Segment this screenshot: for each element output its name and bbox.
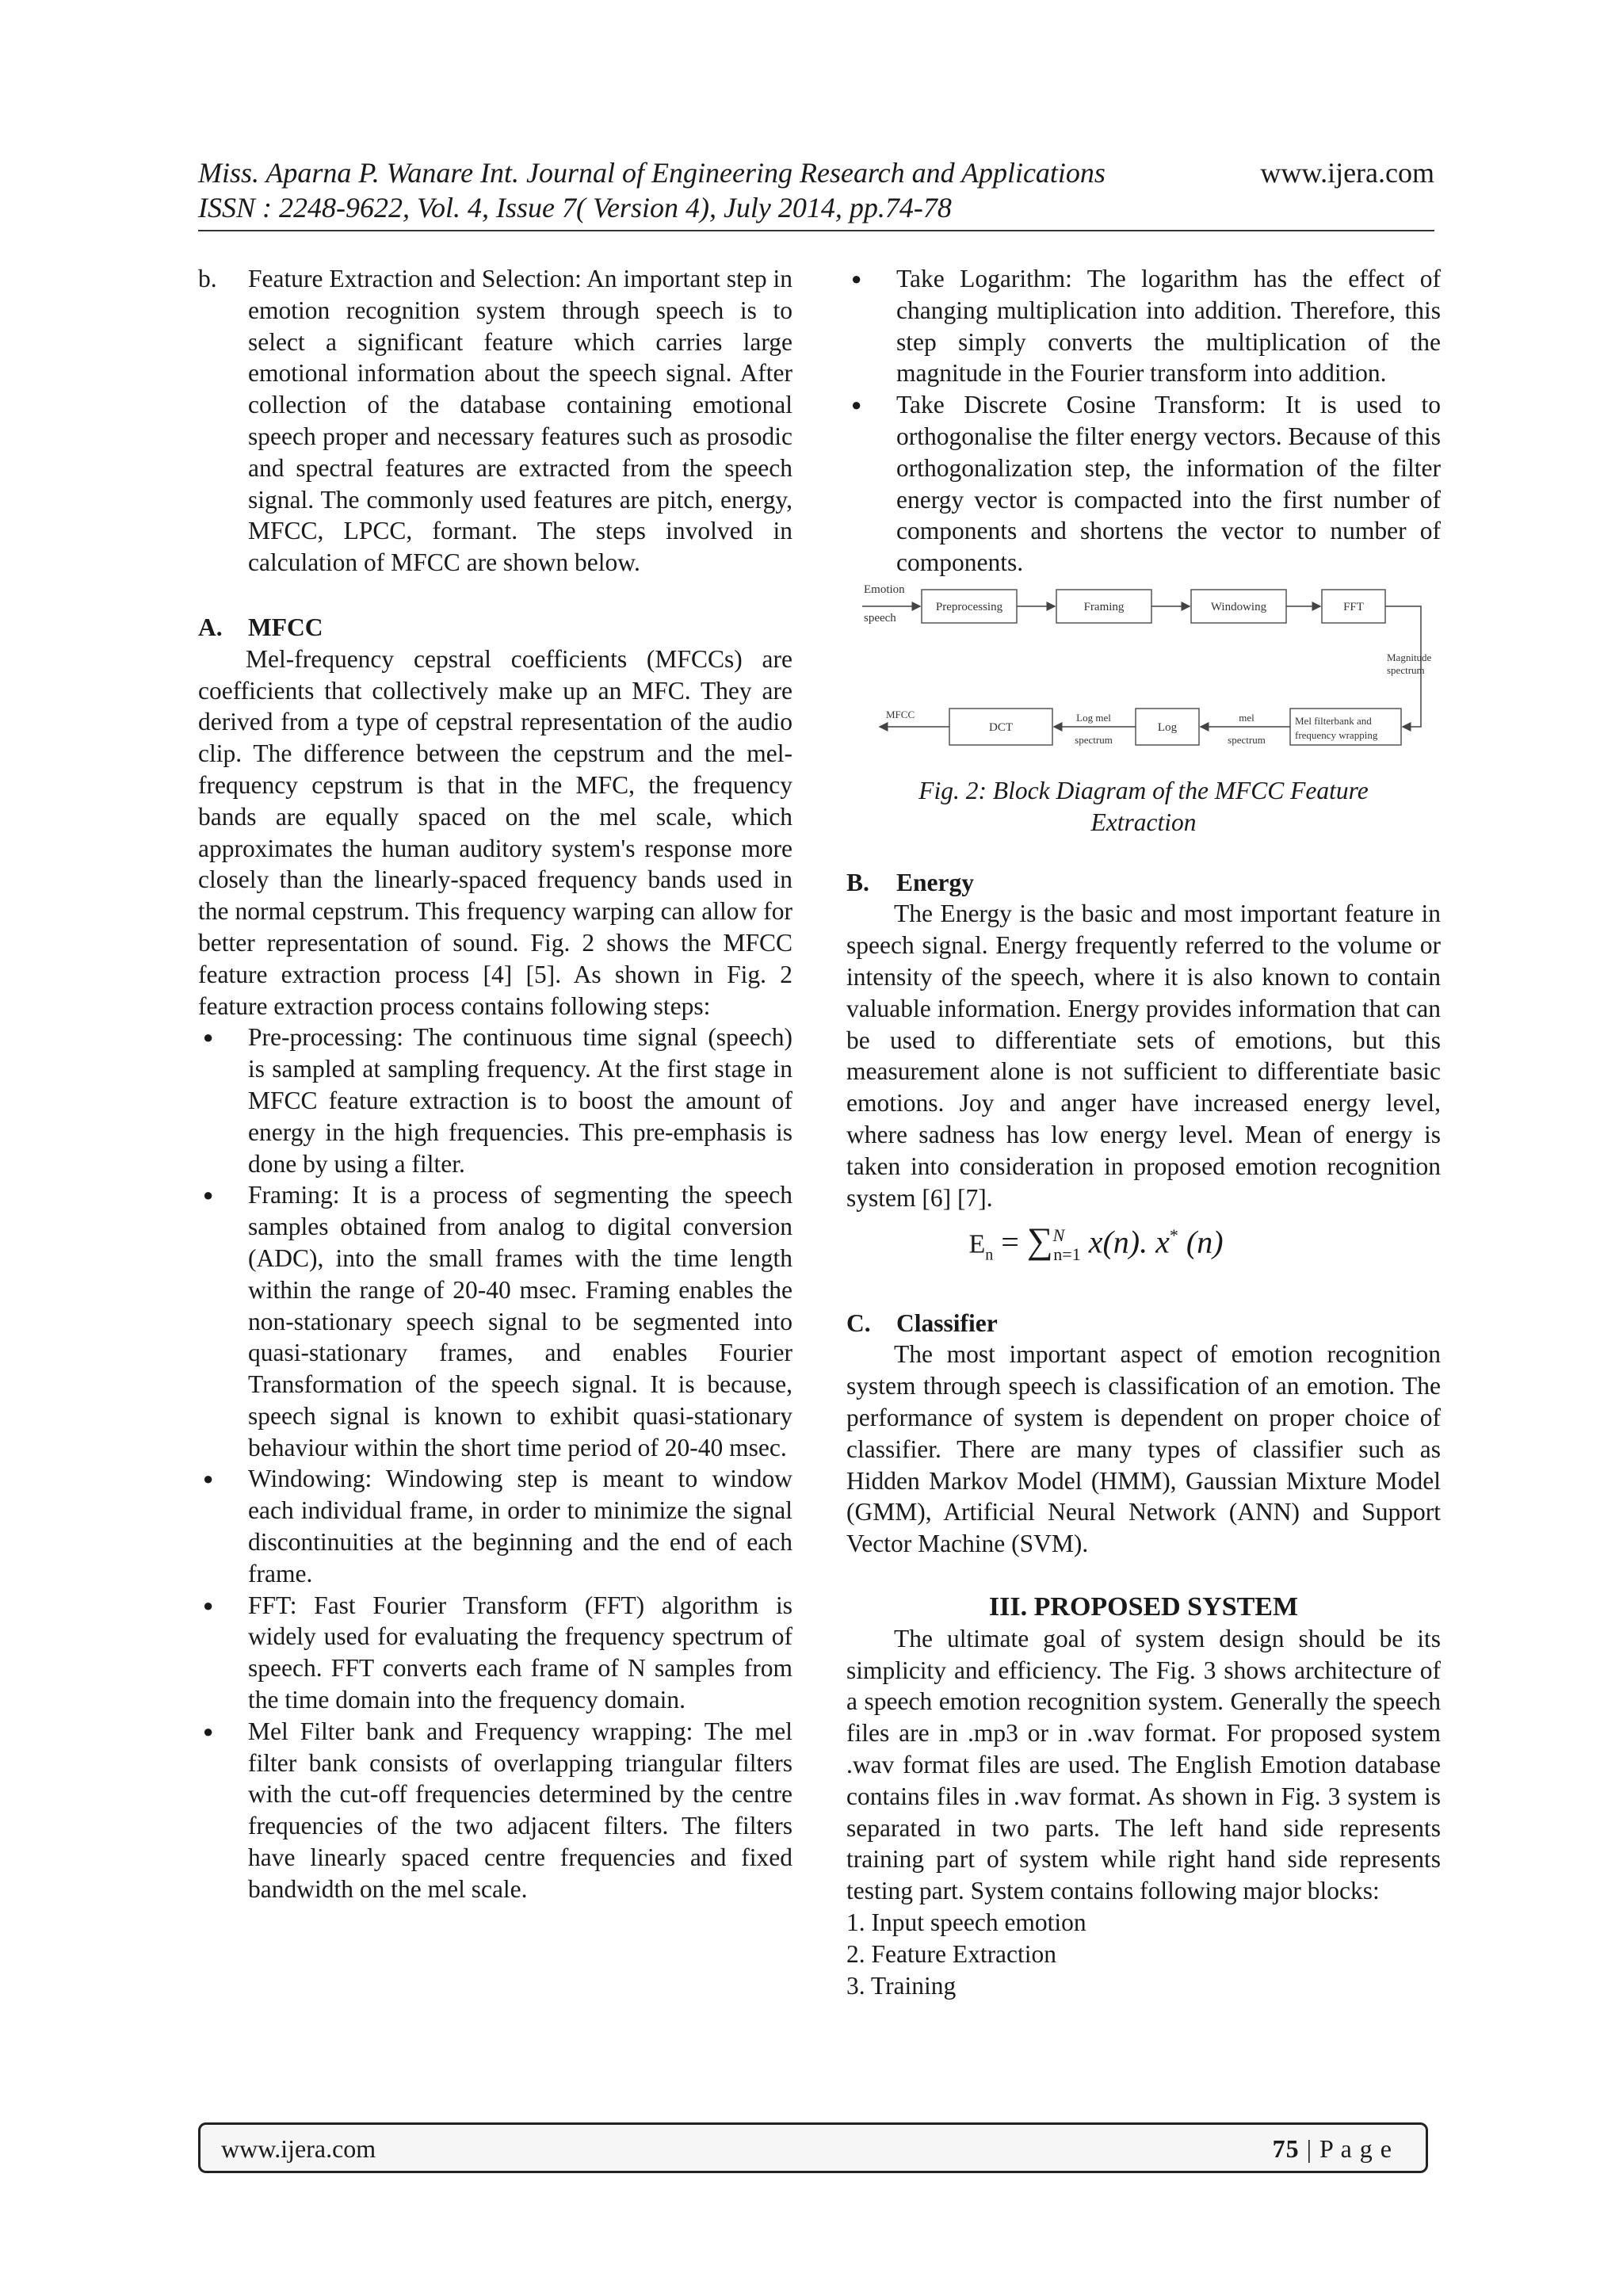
item-marker: b.: [198, 265, 217, 292]
bullet-text: Mel Filter bank and Frequency wrapping: The mel filter bank consists of overlapping triangular filters with the cut-off frequencies determined by the centre frequencies of the two adjacent filters. The filters have linearly spaced centre frequencies and fixed bandwidth on the mel scale.: [248, 1717, 792, 1903]
bullet-item: [198, 1179, 792, 1463]
energy-equation: $E_n = \sum^N_{n=1}$ x(n). x* (n): [968, 1220, 1224, 1264]
bullet-icon: ●: [203, 1185, 214, 1205]
section-marker: B.: [846, 868, 869, 896]
diagram-label: Emotion: [864, 583, 905, 596]
bullet-text: Take Discrete Cosine Transform: It is used to orthogonalise the filter energy vectors. Because of this orthogonalization step, the information of the filter energy vector is compacted into the first number of components and shortens the vector to number of components.: [896, 391, 1441, 577]
section-heading-classifier: [846, 1308, 1441, 1339]
bullet-item: [198, 1590, 792, 1716]
list-item: 1. Input speech emotion: [846, 1908, 1086, 1936]
page-header: [198, 154, 1434, 231]
section-heading-mfcc: [198, 612, 792, 644]
section-title: Energy: [896, 868, 974, 896]
bullet-item: [198, 1716, 792, 1905]
diagram-label: Preprocessing: [935, 600, 1003, 613]
item-text: Feature Extraction and Selection: An important step in emotion recognition system through speech is to select a significant feature which carries large emotional information about the speech signal. After collection of the database containing emotional speech proper and necessary features such as prosodic and spectral features are extracted from the speech signal. The commonly used features are pitch, energy, MFCC, LPCC, formant. The steps involved in calculation of MFCC are shown below.: [248, 265, 792, 577]
bullet-text: Take Logarithm: The logarithm has the effect of changing multiplication into addition. Therefore, this step simply converts the multiplication of the magnitude in the Fourier transform into addition.: [896, 265, 1441, 388]
diagram-label: Magnitude: [1387, 651, 1432, 663]
bullet-text: Windowing: Windowing step is meant to window each individual frame, in order to minimize the signal discontinuities at the beginning and the end of each frame.: [248, 1465, 792, 1587]
diagram-label: DCT: [989, 720, 1013, 734]
journal-citation: Miss. Aparna P. Wanare Int. Journal of Engineering Research and Applications: [198, 157, 1106, 189]
bullet-icon: ●: [851, 269, 862, 288]
diagram-label: mel: [1239, 711, 1254, 724]
page-footer: [198, 2122, 1428, 2173]
diagram-label: speech: [864, 611, 896, 625]
footer-url[interactable]: www.ijera.com: [221, 2134, 376, 2163]
right-column: [846, 263, 1441, 2001]
list-item: 2. Feature Extraction: [846, 1939, 1057, 1968]
diagram-label: Framing: [1083, 600, 1125, 613]
diagram-label: spectrum: [1075, 733, 1113, 746]
bullet-icon: ●: [203, 1721, 214, 1741]
bullet-text: FFT: Fast Fourier Transform (FFT) algorithm is widely used for evaluating the frequency spectrum of speech. FFT converts each frame of N samples from the time domain into the frequency domain.: [248, 1591, 792, 1714]
energy-paragraph: The Energy is the basic and most important feature in speech signal. Energy frequently referred to the volume or intensity of the speech, where it is also known to contain valuable information. Energy provides information that can be used to differentiate sets of emotions, but this measurement alone is not sufficient to differentiate basic emotions. Joy and anger have increased energy level, where sadness has low energy level. Mean of energy is taken into consideration in proposed emotion recognition system [6] [7].: [846, 900, 1441, 1212]
mfcc-paragraph: Mel-frequency cepstral coefficients (MFCCs) are coefficients that collectively make up an MFC. They are derived from a type of cepstral representation of the audio clip. The difference between the cepstrum and the mel-frequency cepstrum is that in the MFC, the frequency bands are equally spaced on the mel scale, which approximates the human auditory system's response more closely than the linearly-spaced frequency bands used in the normal cepstrum. This frequency warping can allow for better representation of sound. Fig. 2 shows the MFCC feature extraction process [4] [5]. As shown in Fig. 2 feature extraction process contains following steps:: [198, 644, 792, 1020]
bullet-icon: ●: [851, 395, 862, 415]
diagram-label: spectrum: [1228, 733, 1266, 746]
mfcc-block-diagram: [862, 582, 1441, 772]
left-column: [198, 263, 792, 1905]
diagram-label: frequency wrapping: [1295, 728, 1378, 741]
diagram-label: Windowing: [1210, 600, 1267, 613]
bullet-item: [846, 389, 1441, 579]
section-heading-proposed-system: III. PROPOSED SYSTEM: [988, 1592, 1299, 1622]
bullet-icon: ●: [203, 1595, 214, 1615]
diagram-label: Mel filterbank and: [1295, 714, 1372, 727]
issn-line: ISSN : 2248-9622, Vol. 4, Issue 7( Version 4), July 2014, pp.74-78: [198, 192, 952, 223]
figure-caption: Fig. 2: Block Diagram of the MFCC Feature Extraction: [918, 776, 1369, 836]
bullet-icon: ●: [203, 1027, 214, 1048]
diagram-label: Log: [1157, 720, 1178, 734]
section-title: MFCC: [248, 613, 323, 641]
classifier-paragraph: The most important aspect of emotion recognition system through speech is classification of an emotion. The performance of system is dependent on proper choice of classifier. There are many types of classifier such as Hidden Markov Model (HMM), Gaussian Mixture Model (GMM), Artificial Neural Network (ANN) and Support Vector Machine (SVM).: [846, 1340, 1441, 1558]
diagram-label: FFT: [1343, 600, 1364, 613]
bullet-item: [846, 263, 1441, 389]
bullet-item: [198, 1022, 792, 1179]
journal-url[interactable]: www.ijera.com: [1260, 157, 1434, 189]
diagram-label: Log mel: [1076, 711, 1111, 724]
diagram-label: spectrum: [1387, 663, 1425, 676]
bullet-text: Framing: It is a process of segmenting the speech samples obtained from analog to digital conversion (ADC), into the small frames with the time length within the range of 20-40 msec. Framing enables the non-stationary speech signal to be segmented into quasi-stationary frames, and enables Fourier Transformation of the speech signal. It is because, speech signal is known to exhibit quasi-stationary behaviour within the short time period of 20-40 msec.: [248, 1181, 792, 1461]
page-number: 75 | P a g e: [1272, 2134, 1392, 2163]
section-marker: C.: [846, 1308, 871, 1337]
section-marker: A.: [198, 613, 223, 641]
bullet-item: [198, 1463, 792, 1589]
list-item-b: [198, 263, 792, 579]
section-heading-energy: [846, 867, 1441, 899]
proposed-system-paragraph: The ultimate goal of system design should be its simplicity and efficiency. The Fig. 3 shows architecture of a speech emotion recognition system. Generally the speech files are in .mp3 or in .wav format. For proposed system .wav format files are used. The English Emotion database contains files in .wav format. As shown in Fig. 3 system is separated in two parts. The left hand side represents training part of system while right hand side represents testing part. System contains following major blocks:: [846, 1624, 1441, 1905]
bullet-icon: ●: [203, 1469, 214, 1489]
bullet-text: Pre-processing: The continuous time signal (speech) is sampled at sampling frequency. At the first stage in MFCC feature extraction is to boost the amount of energy in the high frequencies. This pre-emphasis is done by using a filter.: [248, 1023, 792, 1178]
diagram-label: MFCC: [886, 708, 915, 720]
section-title: Classifier: [896, 1308, 998, 1337]
list-item: 3. Training: [846, 1971, 957, 2000]
